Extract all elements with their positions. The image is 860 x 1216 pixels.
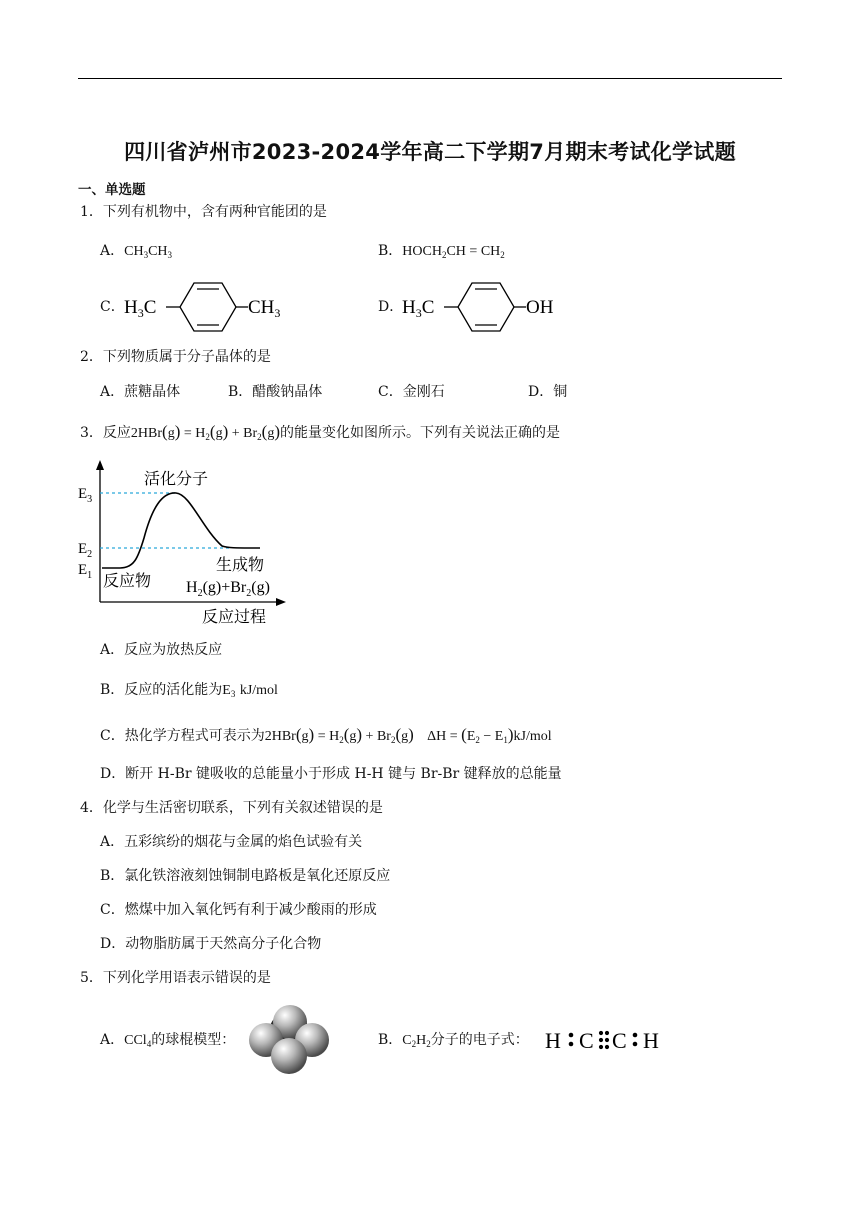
q1-option-a bbox=[100, 241, 172, 262]
q1-option-b bbox=[378, 241, 505, 262]
q1-option-a-label: A． bbox=[100, 243, 125, 259]
q2-option-a: A．蔗糖晶体 bbox=[100, 384, 181, 400]
q1-d-left-group: $H_3C$ bbox=[402, 297, 435, 320]
page-title: 四川省泸州市2023-2024学年高二下学期7月期末考试化学试题 bbox=[124, 140, 736, 164]
q1-c-left-group: $H_3C$ bbox=[124, 297, 157, 320]
q1-option-b-label: B． bbox=[378, 243, 403, 259]
electron-formula-h2: H bbox=[643, 1028, 659, 1053]
q5-option-b bbox=[378, 1030, 529, 1051]
q1-option-a-formula: $CH_3CH_3$ bbox=[124, 244, 173, 260]
diagram-label-e1: $E_1$ bbox=[78, 562, 93, 581]
q5-option-a bbox=[100, 1030, 235, 1051]
question-2-stem: 2．下列物质属于分子晶体的是 bbox=[80, 349, 271, 365]
q2-option-b: B．醋酸钠晶体 bbox=[228, 384, 323, 400]
q1-d-right-group: OH bbox=[526, 297, 554, 318]
question-3-stem bbox=[80, 422, 560, 444]
diagram-label-product: 生成物 bbox=[216, 557, 265, 574]
q5-option-b-label: B． bbox=[378, 1032, 403, 1048]
diagram-label-reactant: 反应物 bbox=[103, 573, 152, 590]
header-rule bbox=[78, 78, 782, 79]
q3-option-c bbox=[100, 725, 552, 747]
q1-option-d-label: D． bbox=[378, 299, 404, 315]
q1-option-d-structure bbox=[398, 277, 568, 335]
q3-stem-suffix: 的能量变化如图所示。下列有关说法正确的是 bbox=[280, 425, 560, 441]
electron-formula-c1: C bbox=[579, 1028, 594, 1053]
q1-option-b-formula: $HOCH_2CH = CH_2$ bbox=[402, 244, 505, 260]
q3-option-b-value: $E_3$ bbox=[222, 683, 236, 699]
electron-formula-h1: H bbox=[545, 1028, 561, 1053]
q5-option-b-text: 分子的电子式： bbox=[430, 1032, 529, 1048]
q3-option-c-equation: $2HBr(g) = H_2(g) + Br_2(g)$ bbox=[264, 725, 414, 745]
q3-option-b bbox=[100, 680, 278, 701]
q4-option-d: D．动物脂肪属于天然高分子化合物 bbox=[100, 936, 322, 952]
q3-energy-diagram bbox=[72, 458, 292, 630]
question-4-stem: 4．化学与生活密切联系，下列有关叙述错误的是 bbox=[80, 800, 383, 816]
q4-option-a: A．五彩缤纷的烟花与金属的焰色试验有关 bbox=[100, 834, 363, 850]
diagram-label-product-formula: $H_2(g)+Br_2(g)$ bbox=[186, 579, 270, 599]
q1-option-c-structure bbox=[120, 277, 290, 335]
diagram-label-e2: $E_2$ bbox=[78, 541, 93, 560]
q3-option-b-prefix: B．反应的活化能为 bbox=[100, 682, 223, 698]
q4-option-c: C．燃煤中加入氧化钙有利于减少酸雨的形成 bbox=[100, 902, 377, 918]
q2-option-d: D．铜 bbox=[528, 384, 568, 400]
q2-option-c: C．金刚石 bbox=[378, 384, 445, 400]
diagram-label-xaxis: 反应过程 bbox=[202, 609, 267, 626]
q5-option-a-text: 的球棍模型： bbox=[151, 1032, 236, 1048]
q5-option-b-formula: $C_2H_2$ bbox=[402, 1033, 431, 1049]
section-heading: 一、单选题 bbox=[78, 182, 146, 198]
diagram-label-e3: $E_3$ bbox=[78, 486, 93, 505]
diagram-label-activated: 活化分子 bbox=[144, 471, 209, 488]
c2h2-electron-formula bbox=[543, 1024, 667, 1056]
q5-option-a-formula: CCl$_4$ bbox=[124, 1033, 152, 1049]
electron-formula-c2: C bbox=[612, 1028, 627, 1053]
q1-option-c-label: C． bbox=[100, 299, 125, 315]
q1-c-right-group: $CH_3$ bbox=[248, 297, 281, 320]
q3-equation: $2HBr(g) = H_2(g) + Br_2(g)$ bbox=[130, 422, 280, 442]
q3-option-d: D．断开 H-Br 键吸收的总能量小于形成 H-H 键与 Br-Br 键释放的总能量 bbox=[100, 766, 562, 782]
q3-option-c-prefix: C．热化学方程式可表示为 bbox=[100, 728, 265, 744]
q3-stem-prefix: 3．反应 bbox=[80, 425, 131, 441]
question-5-stem: 5．下列化学用语表示错误的是 bbox=[80, 970, 271, 986]
question-1-stem: 1．下列有机物中，含有两种官能团的是 bbox=[80, 204, 327, 220]
q4-option-b: B．氯化铁溶液刻蚀铜制电路板是氧化还原反应 bbox=[100, 868, 391, 884]
q3-option-c-dh: $\Delta H = (E_2 - E_1)kJ/mol$ bbox=[427, 725, 552, 745]
q3-option-b-unit: kJ/mol bbox=[239, 683, 278, 698]
q3-option-a: A．反应为放热反应 bbox=[100, 642, 223, 658]
q5-option-a-label: A． bbox=[100, 1032, 125, 1048]
ccl4-ball-stick-model bbox=[246, 1002, 332, 1078]
